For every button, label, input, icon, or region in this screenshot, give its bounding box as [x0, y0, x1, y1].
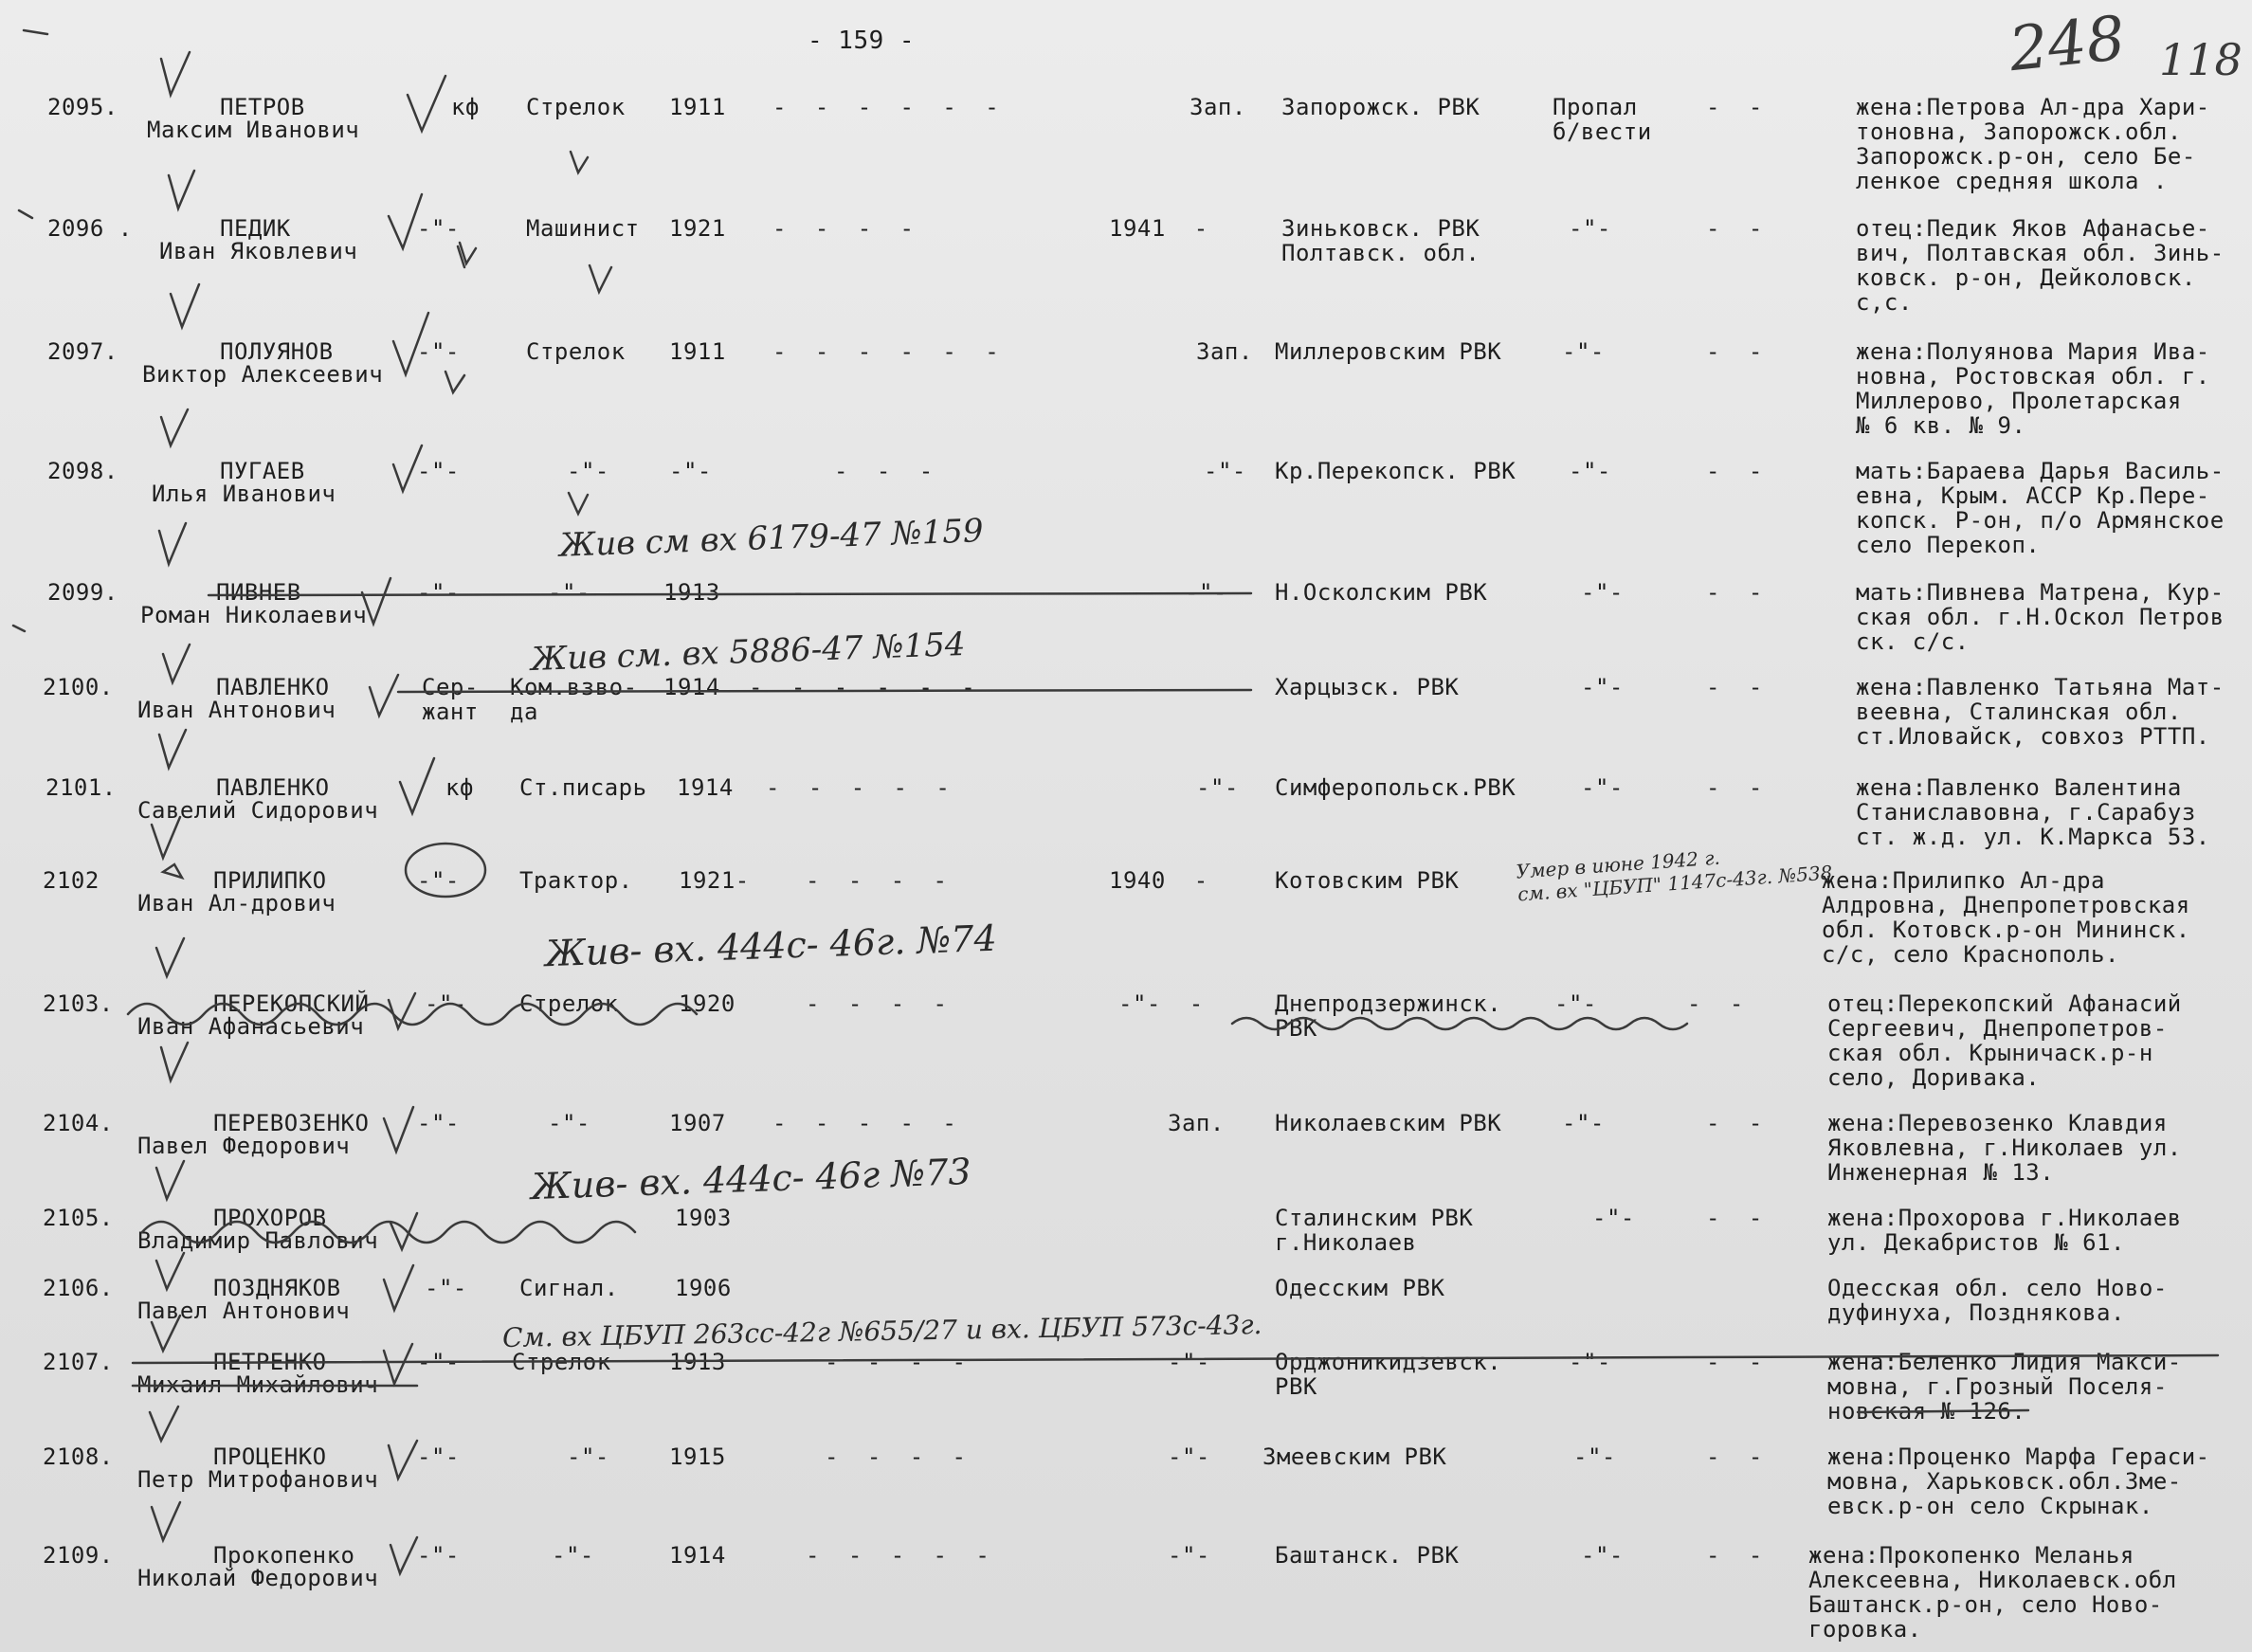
fate: -"-	[1581, 1542, 1624, 1569]
dash-columns: - - - -	[825, 1443, 967, 1470]
position: -"-	[567, 1443, 609, 1470]
surname: Прокопенко	[213, 1542, 355, 1569]
rvk-office: Котовским РВК	[1275, 867, 1460, 894]
surname: ПАВЛЕНКО	[216, 674, 330, 700]
position: Ст.писарь	[519, 774, 647, 801]
dash-columns-right: - -	[1706, 1349, 1763, 1375]
relative-address: жена:Прохорова г.Николаев ул. Декабристов № 61.	[1827, 1205, 2182, 1256]
given-name: Илья Иванович	[152, 481, 336, 507]
surname: ПРОХОРОВ	[213, 1205, 327, 1231]
position: Сигнал.	[519, 1275, 619, 1301]
archive-stamp-number-secondary: 118	[2159, 34, 2243, 85]
given-name: Павел Федорович	[137, 1133, 351, 1159]
given-name: Иван Антонович	[137, 697, 336, 723]
status-note: -"-	[1168, 1349, 1210, 1375]
relative-address: жена:Полуянова Мария Ива- новна, Ростовская обл. г. Миллерово, Пролетарская № 6 кв. № 9.	[1856, 338, 2210, 439]
fate: -"-	[1581, 674, 1624, 700]
birth-year: 1911	[669, 338, 726, 365]
given-name: Иван Афанасьевич	[137, 1013, 365, 1040]
given-name: Владимир Павлович	[137, 1227, 379, 1254]
position: Стрелок	[526, 338, 626, 365]
surname: ПИВНЕВ	[216, 579, 301, 606]
position: Стрелок	[526, 94, 626, 120]
dash-columns-right: - -	[1706, 1110, 1763, 1136]
rvk-office: Одесским РВК	[1275, 1275, 1445, 1301]
dash-columns: - - - - -	[806, 1542, 990, 1569]
relative-address: жена:Прилипко Ал-дра Алдровна, Днепропетровская обл. Котовск.р-он Мининск. с/с, село Краснополь.	[1822, 867, 2190, 968]
birth-year: 1907	[669, 1110, 726, 1136]
position: Машинист	[526, 215, 640, 242]
rvk-office: Запорожск. РВК	[1281, 94, 1480, 120]
given-name: Савелий Сидорович	[137, 797, 379, 824]
status-note: 1940 -	[1109, 867, 1208, 894]
rvk-office: Кр.Перекопск. РВК	[1275, 458, 1516, 484]
dash-columns: - - - - - -	[772, 338, 1000, 365]
birth-year: 1913	[669, 1349, 726, 1375]
dash-columns: - - - - -	[772, 1110, 957, 1136]
dash-columns-right: - -	[1706, 674, 1763, 700]
archive-stamp-number: 248	[2006, 3, 2129, 86]
dash-columns-right: - -	[1706, 215, 1763, 242]
dash-columns: - - - - - -	[749, 674, 976, 700]
fate: -"-	[1569, 1349, 1611, 1375]
birth-year: 1914	[669, 1542, 726, 1569]
status-note: -"-	[1185, 579, 1227, 606]
status-note: -"-	[1196, 774, 1239, 801]
relative-address: мать:Пивнева Матрена, Кур- ская обл. г.Н.Оскол Петров ск. с/с.	[1856, 579, 2225, 655]
position: -"-	[548, 1110, 590, 1136]
row-number: 2103.	[43, 990, 114, 1017]
fate: -"-	[1581, 579, 1624, 606]
handwritten-note: Жив см вх 6179-47 №159	[558, 512, 985, 565]
given-name: Виктор Алексеевич	[142, 361, 384, 388]
birth-year: 1913	[663, 579, 720, 606]
surname: ПЕТРОВ	[220, 94, 305, 120]
rvk-office: Баштанск. РВК	[1275, 1542, 1460, 1569]
rvk-office: Днепродзержинск. РВК	[1275, 990, 1502, 1042]
rvk-office: Сталинским РВК г.Николаев	[1275, 1205, 1474, 1256]
birth-year: 1906	[675, 1275, 732, 1301]
fate: -"-	[1573, 1443, 1616, 1470]
surname: ПЕДИК	[220, 215, 291, 242]
row-number: 2099.	[47, 579, 118, 606]
dash-columns: - - - - - -	[772, 94, 1000, 120]
relative-address: жена:Павленко Валентина Станиславовна, г.Сарабуз ст. ж.д. ул. К.Маркса 53.	[1856, 774, 2210, 850]
relative-address: жена:Петрова Ал-дра Хари- тоновна, Запорожск.обл. Запорожск.р-он, село Бе- ленкое средняя школа .	[1856, 94, 2210, 194]
rank: -"-	[417, 579, 460, 606]
surname: ПОЗДНЯКОВ	[213, 1275, 341, 1301]
row-number: 2101.	[45, 774, 117, 801]
handwritten-note: Жив см. вх 5886-47 №154	[530, 626, 967, 679]
rvk-office: Миллеровским РВК	[1275, 338, 1502, 365]
dash-columns-right: - -	[1706, 338, 1763, 365]
status-note: -"- -	[1118, 990, 1204, 1017]
relative-address: жена:Проценко Марфа Гераси- мовна, Харьковск.обл.Зме- евск.р-он село Скрынак.	[1827, 1443, 2210, 1519]
surname: ПУГАЕВ	[220, 458, 305, 484]
dash-columns: - - -	[834, 458, 934, 484]
status-note: -"-	[1204, 458, 1246, 484]
fate: -"-	[1569, 458, 1611, 484]
fate: -"-	[1592, 1205, 1635, 1231]
fate: -"-	[1562, 1110, 1605, 1136]
relative-address: жена:Перевозенко Клавдия Яковлевна, г.Николаев ул. Инженерная № 13.	[1827, 1110, 2182, 1186]
dash-columns: - - - -	[772, 215, 915, 242]
position: Стрелок	[519, 990, 619, 1017]
status-note: Зап.	[1190, 94, 1246, 120]
row-number: 2108.	[43, 1443, 114, 1470]
surname: ПОЛУЯНОВ	[220, 338, 334, 365]
surname: ПРИЛИПКО	[213, 867, 327, 894]
birth-year: 1914	[663, 674, 720, 700]
handwritten-note: См. вх ЦБУП 263сс-42г №655/27 и вх. ЦБУП 573с-43г.	[501, 1309, 1262, 1353]
surname: ПЕРЕВОЗЕНКО	[213, 1110, 370, 1136]
birth-year: 1914	[677, 774, 734, 801]
birth-year: 1921-	[679, 867, 750, 894]
relative-address: отец:Перекопский Афанасий Сергеевич, Днепропетров- ская обл. Крыничаск.р-н село, Доривака.	[1827, 990, 2182, 1091]
position: Ком.взво- да	[510, 674, 638, 725]
rvk-office: Орджоникидзевск. РВК	[1275, 1349, 1502, 1400]
position: -"-	[548, 579, 590, 606]
row-number: 2109.	[43, 1542, 114, 1569]
dash-columns-right: - -	[1706, 458, 1763, 484]
status-note: Зап.	[1196, 338, 1253, 365]
birth-year: -"-	[669, 458, 712, 484]
given-name: Иван Ал-дрович	[137, 890, 336, 917]
row-number: 2095.	[47, 94, 118, 120]
surname: ПАВЛЕНКО	[216, 774, 330, 801]
fate: Пропал б/вести	[1553, 94, 1652, 145]
birth-year: 1921	[669, 215, 726, 242]
rank: кф	[445, 774, 474, 801]
row-number: 2100.	[43, 674, 114, 700]
dash-columns-right: - -	[1706, 579, 1763, 606]
handwritten-note: Жив- вх. 444с- 46г №73	[530, 1150, 972, 1208]
dash-columns: - - - -	[791, 579, 934, 606]
given-name: Иван Яковлевич	[159, 238, 358, 264]
rank: -"-	[417, 458, 460, 484]
rank: -"-	[417, 867, 460, 894]
row-number: 2105.	[43, 1205, 114, 1231]
row-number: 2098.	[47, 458, 118, 484]
rank: -"-	[425, 990, 467, 1017]
rank: -"-	[417, 215, 460, 242]
dash-columns: - - - -	[806, 990, 948, 1017]
rank: -"-	[417, 1443, 460, 1470]
relative-address: отец:Педик Яков Афанасье- вич, Полтавская обл. Зинь- ковск. р-он, Дейколовск. с,с.	[1856, 215, 2225, 316]
position: Трактор.	[519, 867, 633, 894]
position: -"-	[567, 458, 609, 484]
dash-columns: - - - -	[825, 1349, 967, 1375]
relative-address: мать:Бараева Дарья Василь- евна, Крым. АССР Кр.Пере- копск. Р-он, п/о Армянское село Перекоп.	[1856, 458, 2225, 558]
dash-columns-right: - -	[1706, 1205, 1763, 1231]
birth-year: 1920	[679, 990, 736, 1017]
surname: ПЕТРЕНКО	[213, 1349, 327, 1375]
dash-columns-right: - -	[1706, 94, 1763, 120]
surname: ПРОЦЕНКО	[213, 1443, 327, 1470]
rvk-office: Змеевским РВК	[1262, 1443, 1447, 1470]
row-number: 2102	[43, 867, 100, 894]
rank: кф	[451, 94, 480, 120]
relative-address: жена:Прокопенко Меланья Алексеевна, Николаевск.обл Баштанск.р-он, село Ново- горовка.	[1808, 1542, 2177, 1643]
row-number: 2096 .	[47, 215, 133, 242]
relative-address: жена:Павленко Татьяна Мат- веевна, Сталинская обл. ст.Иловайск, совхоз РТТП.	[1856, 674, 2225, 750]
status-note: -"-	[1168, 1443, 1210, 1470]
handwritten-note: Умер в июне 1942 г. см. вх "ЦБУП" 1147с-43г. №538	[1515, 845, 1834, 906]
given-name: Николай Федорович	[137, 1565, 379, 1591]
dash-columns-right: - -	[1706, 774, 1763, 801]
position: -"-	[552, 1542, 594, 1569]
status-note: 1941 -	[1109, 215, 1208, 242]
status-note: -"-	[1168, 1542, 1210, 1569]
given-name: Михаил Михайлович	[137, 1371, 379, 1398]
rvk-office: Николаевским РВК	[1275, 1110, 1502, 1136]
birth-year: 1915	[669, 1443, 726, 1470]
rank: Сер- жант	[422, 674, 479, 725]
given-name: Роман Николаевич	[140, 602, 368, 628]
dash-columns: - - - -	[806, 867, 948, 894]
surname: ПЕРЕКОПСКИЙ	[213, 990, 370, 1017]
rank: -"-	[417, 1110, 460, 1136]
rvk-office: Харцызск. РВК	[1275, 674, 1460, 700]
rank: -"-	[417, 338, 460, 365]
fate: -"-	[1554, 990, 1597, 1017]
row-number: 2107.	[43, 1349, 114, 1375]
fate: -"-	[1562, 338, 1605, 365]
rvk-office: Зиньковск. РВК Полтавск. обл.	[1281, 215, 1480, 266]
rank: -"-	[425, 1275, 467, 1301]
given-name: Максим Иванович	[147, 117, 360, 143]
relative-address: жена:Беленко Лидия Макси- мовна, г.Грозный Поселя- новская № 126.	[1827, 1349, 2182, 1425]
row-number: 2104.	[43, 1110, 114, 1136]
rvk-office: Н.Осколским РВК	[1275, 579, 1488, 606]
fate: -"-	[1581, 774, 1624, 801]
given-name: Павел Антонович	[137, 1298, 351, 1324]
rvk-office: Симферопольск.РВК	[1275, 774, 1516, 801]
dash-columns-right: - -	[1687, 990, 1744, 1017]
birth-year: 1903	[675, 1205, 732, 1231]
handwritten-note: Жив- вх. 444с- 46г. №74	[544, 917, 998, 975]
page-number: - 159 -	[808, 27, 916, 55]
dash-columns-right: - -	[1706, 1443, 1763, 1470]
position: Стрелок	[512, 1349, 611, 1375]
status-note: Зап.	[1168, 1110, 1225, 1136]
fate: -"-	[1569, 215, 1611, 242]
relative-address: Одесская обл. село Ново- дуфинуха, Позднякова.	[1827, 1275, 2168, 1326]
row-number: 2106.	[43, 1275, 114, 1301]
rank: -"-	[417, 1542, 460, 1569]
row-number: 2097.	[47, 338, 118, 365]
given-name: Петр Митрофанович	[137, 1466, 379, 1493]
dash-columns: - - - - -	[766, 774, 951, 801]
dash-columns-right: - -	[1706, 1542, 1763, 1569]
birth-year: 1911	[669, 94, 726, 120]
rank: -"-	[417, 1349, 460, 1375]
